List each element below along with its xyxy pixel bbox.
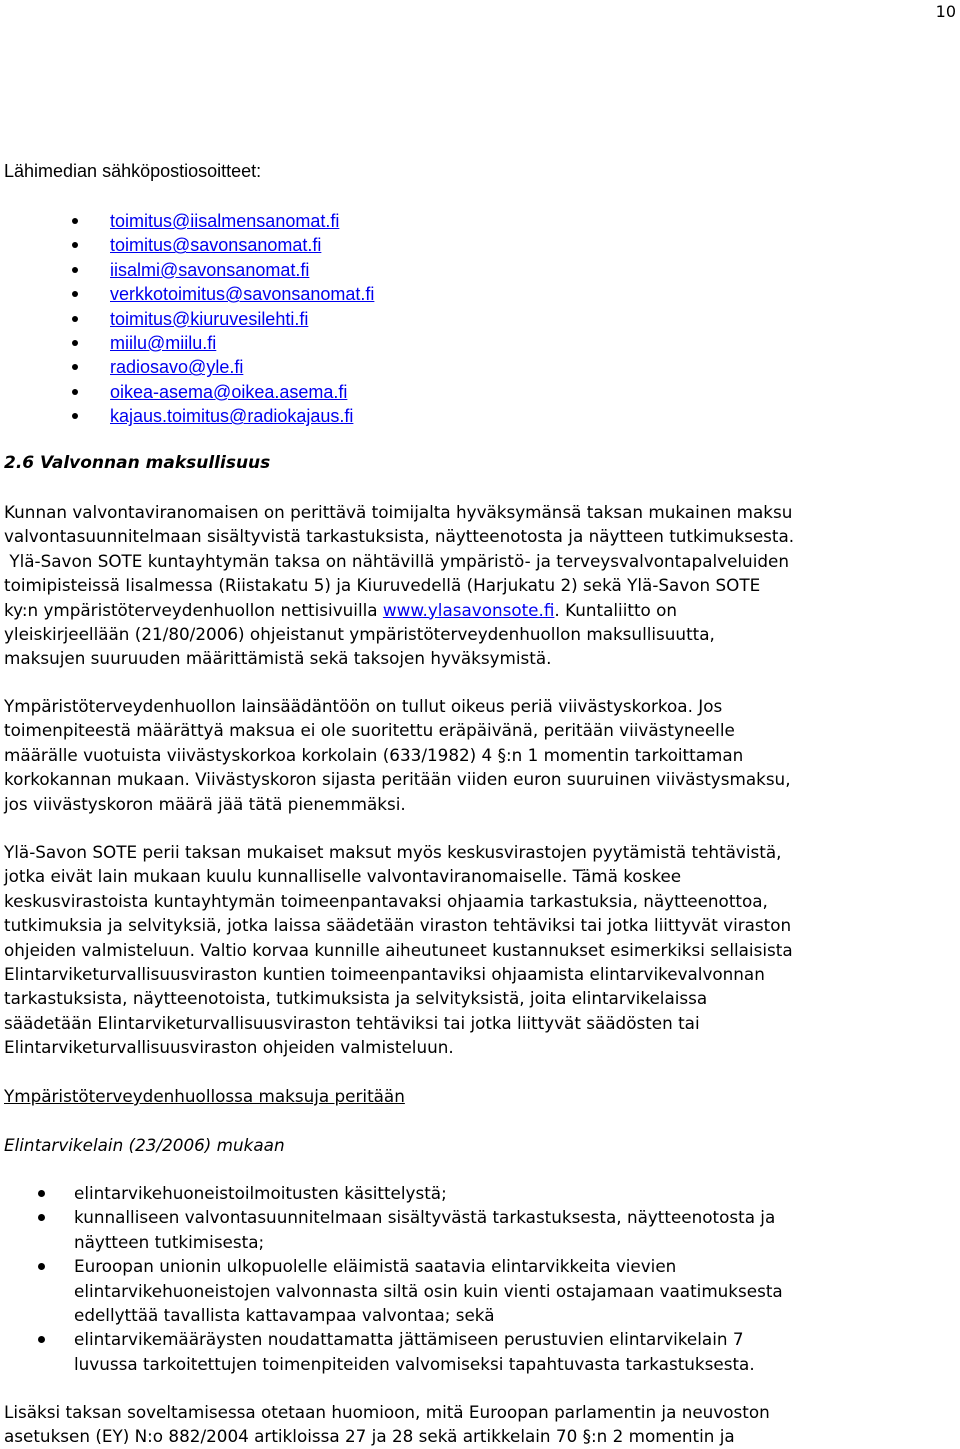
email-link[interactable]: oikea-asema@oikea.asema.fi	[110, 381, 348, 402]
email-link[interactable]: toimitus@iisalmensanomat.fi	[110, 211, 340, 231]
list-item	[0, 404, 374, 428]
list-item	[0, 331, 374, 355]
list-item	[0, 209, 374, 233]
list-item	[0, 1254, 783, 1327]
text-line: Lisäksi taksan soveltamisessa otetaan huomioon, mitä Euroopan parlamentin ja neuvoston	[4, 1402, 770, 1422]
text-line: ohjeiden valmisteluun. Valtio korvaa kunnille aiheutuneet kustannukset esimerkiksi sellaisista	[4, 939, 793, 960]
list-item	[0, 282, 374, 306]
list-item	[0, 233, 374, 257]
text-line: Elintarviketurvallisuusviraston ohjeiden valmisteluun.	[4, 1037, 454, 1058]
text-line: Euroopan unionin ulkopuolelle eläimistä saatavia elintarvikkeita vievien	[74, 1256, 677, 1277]
list-item	[0, 307, 374, 331]
text-line: elintarvikehuoneistojen valvonnasta siltä osin kuin vienti ostajamaan vaatimuksesta	[74, 1280, 783, 1301]
list-item	[0, 1181, 783, 1205]
text-line: Elintarviketurvallisuusviraston kuntien toimeenpantaviksi ohjaamista elintarvikevalvonnan	[4, 963, 765, 984]
website-link[interactable]: www.ylasavonsote.fi	[382, 599, 555, 620]
text-line: Kunnan valvontaviranomaisen on perittävä toimijalta hyväksymänsä taksan mukainen maksu	[4, 502, 793, 522]
text-segment: ky:n ympäristöterveydenhuollon nettisivuilla	[4, 599, 383, 620]
email-link[interactable]: kajaus.toimitus@radiokajaus.fi	[110, 406, 354, 427]
text-line: asetuksen (EY) N:o 882/2004 artikloissa 27 ja 28 sekä artikkelain 70 §:n 2 momentin ja	[4, 1426, 735, 1447]
email-link[interactable]: iisalmi@savonsanomat.fi	[110, 259, 310, 280]
list-item	[0, 380, 374, 404]
email-link[interactable]: toimitus@kiuruvesilehti.fi	[110, 308, 309, 329]
email-link[interactable]: toimitus@savonsanomat.fi	[110, 235, 322, 256]
paragraph-fees	[4, 500, 960, 671]
email-link[interactable]: radiosavo@yle.fi	[110, 357, 244, 378]
text-line: toimipisteissä Iisalmessa (Riistakatu 5) ja Kiuruvedellä (Harjukatu 2) sekä Ylä-Savon SOTE	[4, 575, 761, 596]
paragraph-interest	[4, 694, 960, 816]
text-line: korkokannan mukaan. Viivästyskoron sijasta peritään viiden euron suuruinen viivästysmaksu,	[4, 769, 791, 790]
law-heading	[4, 1133, 960, 1157]
law-items-list	[0, 1181, 783, 1376]
page-number: 10	[935, 2, 956, 21]
text-line: Ympäristöterveydenhuollon lainsäädäntöön on tullut oikeus periä viivästyskorkoa. Jos	[4, 696, 723, 716]
list-item	[0, 258, 374, 282]
text-line: elintarvikehuoneistoilmoitusten käsittelystä;	[74, 1183, 447, 1203]
text-line-with-link	[4, 598, 960, 622]
text-line: tutkimuksia ja selvityksiä, jotka laissa säädetään viraston tehtäviksi tai jotka liittyvät viraston	[4, 915, 792, 936]
text-line: maksujen suuruuden määrittämistä sekä taksojen hyväksymistä.	[4, 648, 552, 669]
text-segment: . Kuntaliitto on	[554, 599, 678, 620]
section-title: 2.6 Valvonnan maksullisuus	[4, 453, 271, 473]
email-link[interactable]: verkkotoimitus@savonsanomat.fi	[110, 284, 375, 305]
text-line: keskusvirastoista kuntayhtymän toimeenpantavaksi ohjaamia tarkastuksia, näytteenottoa,	[4, 890, 768, 911]
emails-heading: Lähimedian sähköpostiosoitteet:	[4, 161, 262, 181]
fees-heading	[4, 1084, 960, 1108]
text-line: jos viivästyskoron määrä jää tätä pienemmäksi.	[4, 793, 406, 814]
text-line: elintarvikemääräysten noudattamatta jättämiseen perustuvien elintarvikelain 7	[74, 1329, 744, 1350]
list-item	[0, 1327, 783, 1376]
text-line: luvussa tarkoitettujen toimenpiteiden valvomiseksi tapahtuvasta tarkastuksesta.	[74, 1353, 755, 1374]
text-line: tarkastuksista, näytteenotoista, tutkimuksista ja selvityksistä, joita elintarvikelaissa	[4, 988, 708, 1009]
list-item	[0, 1205, 783, 1254]
text-line: määrälle vuotuista viivästyskorkoa korkolain (633/1982) 4 §:n 1 momentin tarkoittaman	[4, 744, 744, 765]
text-line: yleiskirjeellään (21/80/2006) ohjeistanut ympäristöterveydenhuollon maksullisuutta,	[4, 623, 715, 644]
email-list	[0, 209, 374, 429]
paragraph-central-agencies	[4, 840, 960, 1060]
text-line: säädetään Elintarviketurvallisuusviraston tehtäviksi tai jotka liittyvät säädösten tai	[4, 1012, 700, 1033]
email-link[interactable]: miilu@miilu.fi	[110, 333, 217, 354]
text-line: näytteen tutkimisesta;	[74, 1231, 265, 1252]
text-line: Ylä-Savon SOTE perii taksan mukaiset maksut myös keskusvirastojen pyytämistä tehtävistä,	[4, 842, 782, 862]
text-line: kunnalliseen valvontasuunnitelmaan sisältyvästä tarkastuksesta, näytteenotosta ja	[74, 1207, 776, 1228]
text-line: jotka eivät lain mukaan kuulu kunnalliselle valvontaviranomaiselle. Tämä koskee	[4, 866, 682, 887]
text-line: edellyttää tavallista kattavampaa valvontaa; sekä	[74, 1304, 495, 1325]
text-line: valvontasuunnitelmaan sisältyvistä tarkastuksista, näytteenotosta ja näytteen tutkimuksesta.	[4, 526, 795, 547]
fees-heading-text: Ympäristöterveydenhuollossa maksuja peritään	[4, 1086, 405, 1106]
law-heading-text: Elintarvikelain (23/2006) mukaan	[4, 1135, 285, 1155]
text-line: toimenpiteestä määrättyä maksua ei ole suoritettu eräpäivänä, peritään viivästyneelle	[4, 720, 735, 741]
paragraph-regulation	[4, 1400, 960, 1449]
list-item	[0, 355, 374, 379]
text-line: Ylä-Savon SOTE kuntayhtymän taksa on nähtävillä ympäristö- ja terveysvalvontapalveluiden	[4, 550, 789, 571]
